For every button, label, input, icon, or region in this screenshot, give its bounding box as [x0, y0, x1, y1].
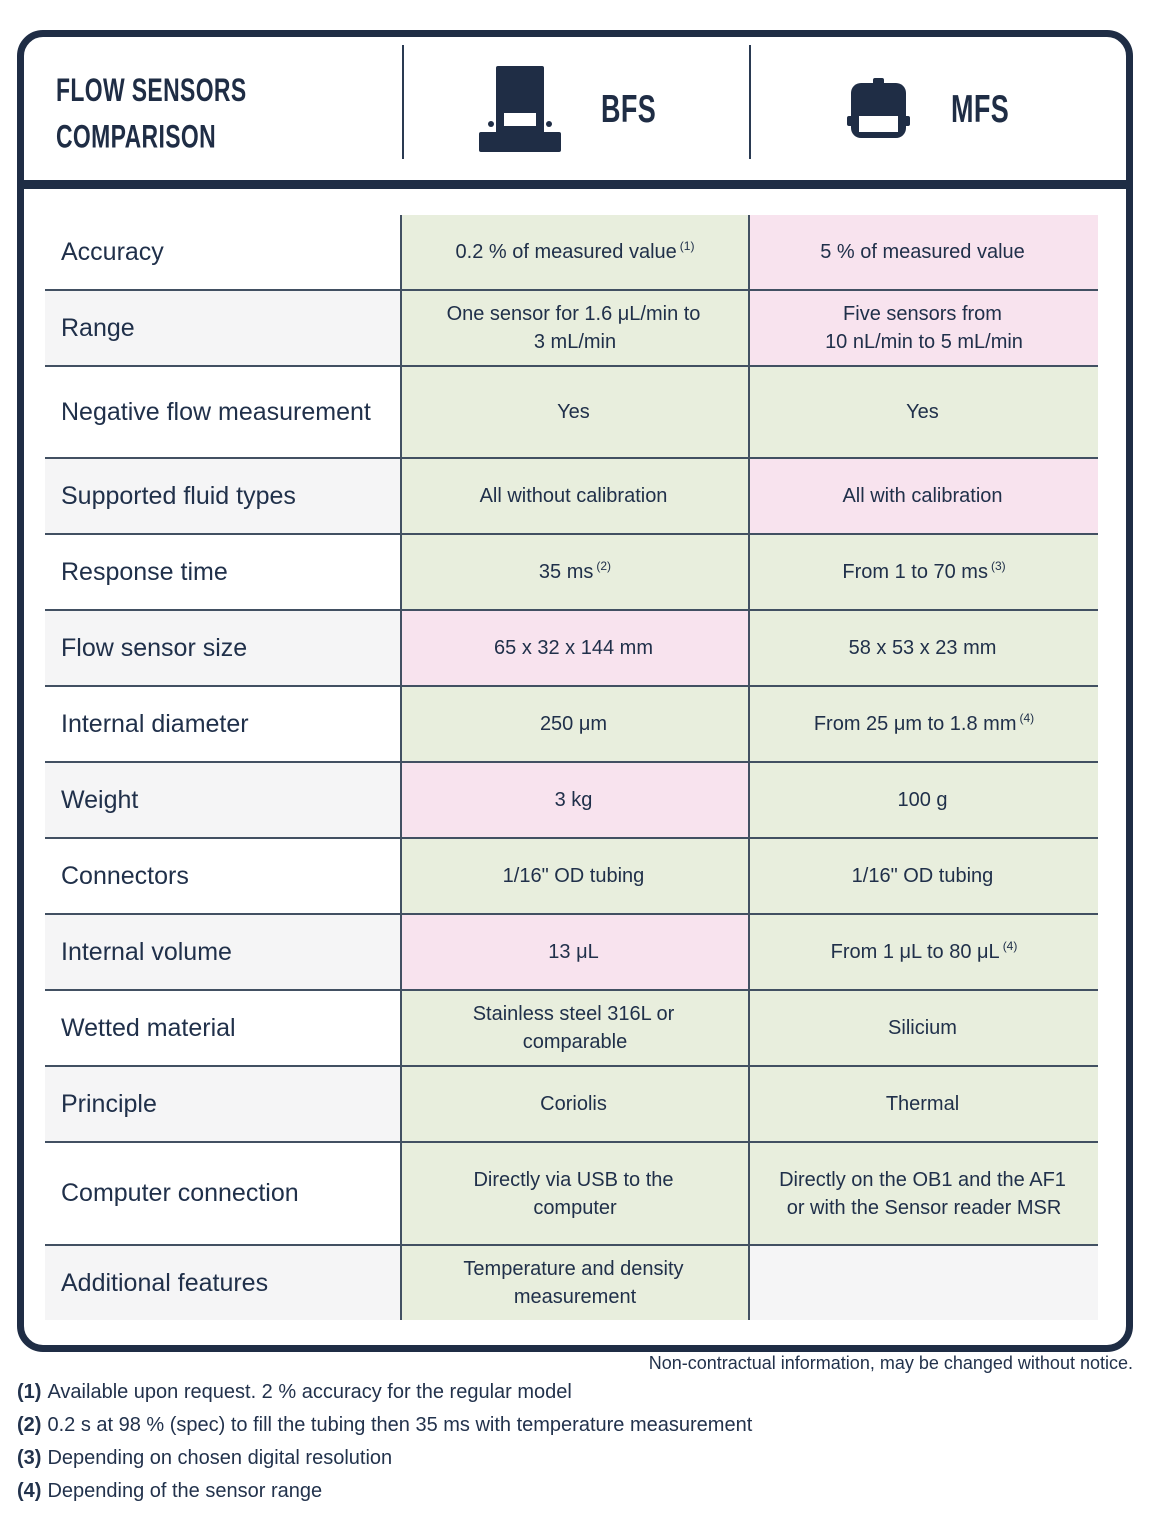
- cell-text: Coriolis: [540, 1093, 607, 1115]
- cell-text: 35 ms: [538, 561, 594, 583]
- table-row-principle: [45, 1067, 1098, 1143]
- row-label: Range: [61, 313, 135, 342]
- bfs-benchtop-flow-sensor-icon: [479, 66, 561, 152]
- row-label: Internal diameter: [61, 709, 249, 738]
- table-row-range: [45, 291, 1098, 367]
- row-label: Additional features: [61, 1268, 269, 1297]
- footnote-number: (2): [17, 1414, 42, 1436]
- cell-text: Directly on the OB1 and the AF1: [779, 1168, 1066, 1191]
- mfs-value-cell: [748, 839, 1098, 913]
- mfs-label: MFS: [951, 85, 1010, 131]
- bfs-value-cell: [400, 215, 748, 289]
- footnote-text: Depending of the sensor range: [47, 1480, 323, 1502]
- header-divider-rule: [24, 180, 1126, 189]
- row-label: Weight: [61, 785, 139, 814]
- cell-text: 3 kg: [554, 789, 593, 811]
- mfs-value-cell: [748, 1143, 1098, 1244]
- bfs-value-cell: [400, 1067, 748, 1141]
- cell-text: All without calibration: [479, 485, 668, 507]
- footnote-ref: (1): [679, 239, 695, 254]
- row-label: Connectors: [61, 861, 189, 890]
- title-zone: [24, 37, 403, 180]
- footnote-ref: (4): [1002, 939, 1018, 954]
- card-header: [24, 37, 1126, 180]
- cell-text: 1/16" OD tubing: [502, 865, 645, 887]
- cell-text: 58 x 53 x 23 mm: [848, 637, 997, 659]
- bfs-value-cell: [400, 367, 748, 457]
- footnote-text: Available upon request. 2 % accuracy for the regular model: [47, 1381, 572, 1403]
- bfs-value-cell: [400, 687, 748, 761]
- mfs-value-cell: [748, 763, 1098, 837]
- footnote-ref: (3): [990, 559, 1006, 574]
- bfs-value-cell: [400, 1143, 748, 1244]
- mfs-value-cell: [748, 991, 1098, 1065]
- cell-text: From 1 to 70 ms: [842, 561, 988, 583]
- footnote-3: [17, 1447, 752, 1469]
- cell-text: 250 μm: [539, 713, 608, 735]
- mfs-value-cell: [748, 1246, 1098, 1320]
- cell-text-line2: computer: [533, 1196, 617, 1219]
- cell-text: Yes: [906, 401, 939, 423]
- row-label: Supported fluid types: [61, 481, 296, 510]
- page-title: [56, 67, 247, 160]
- table-row-wetted-material: [45, 991, 1098, 1067]
- row-label: Computer connection: [61, 1179, 299, 1207]
- bfs-value-cell: [400, 291, 748, 365]
- bfs-header-column: [403, 37, 750, 180]
- table-row-computer-connection: [45, 1143, 1098, 1246]
- cell-text: From 1 μL to 80 μL: [830, 941, 1000, 963]
- table-row-additional-features: [45, 1246, 1098, 1320]
- cell-text: 1/16" OD tubing: [851, 865, 994, 887]
- mfs-value-cell: [748, 291, 1098, 365]
- cell-text: Directly via USB to the: [473, 1168, 674, 1191]
- table-row-sensor-size: [45, 611, 1098, 687]
- table-row-internal-volume: [45, 915, 1098, 991]
- row-label: Wetted material: [61, 1013, 236, 1042]
- row-label: Principle: [61, 1089, 157, 1118]
- mfs-value-cell: [748, 459, 1098, 533]
- non-contractual-notice: Non-contractual information, may be changed without notice.: [648, 1353, 1133, 1373]
- table-row-connectors: [45, 839, 1098, 915]
- row-label: Negative flow measurement: [61, 397, 371, 426]
- cell-text-line2: measurement: [513, 1286, 637, 1308]
- footnote-1: [17, 1381, 752, 1403]
- row-label: Flow sensor size: [61, 633, 248, 662]
- cell-text: 65 x 32 x 144 mm: [494, 637, 653, 659]
- cell-text: Yes: [557, 401, 590, 423]
- cell-text: Temperature and density: [463, 1258, 684, 1280]
- cell-text-line2: 3 mL/min: [533, 331, 617, 353]
- bfs-value-cell: [400, 611, 748, 685]
- bfs-value-cell: [400, 459, 748, 533]
- footnotes: [17, 1381, 752, 1513]
- footnote-number: (4): [17, 1480, 42, 1502]
- bfs-value-cell: [400, 1246, 748, 1320]
- cell-text: 5 % of measured value: [820, 241, 1025, 263]
- cell-text-line2: 10 nL/min to 5 mL/min: [825, 331, 1023, 353]
- mfs-header-column: [750, 37, 1126, 180]
- cell-text: Thermal: [885, 1093, 960, 1115]
- row-label: Accuracy: [61, 237, 164, 266]
- bfs-value-cell: [400, 991, 748, 1065]
- mfs-micro-flow-sensor-icon: [847, 78, 911, 140]
- footnote-2: [17, 1414, 752, 1436]
- footnote-ref: (2): [596, 559, 612, 574]
- footnote-number: (1): [17, 1381, 42, 1403]
- cell-text: All with calibration: [842, 485, 1003, 507]
- page-title-line1: FLOW SENSORS: [56, 71, 247, 109]
- footnote-number: (3): [17, 1447, 42, 1469]
- bfs-label: BFS: [600, 85, 656, 131]
- cell-text: 100 g: [897, 789, 948, 811]
- cell-text: Stainless steel 316L or: [472, 1003, 675, 1025]
- mfs-value-cell: [748, 915, 1098, 989]
- bfs-value-cell: [400, 763, 748, 837]
- comparison-table: [24, 189, 1126, 1320]
- cell-text: Five sensors from: [843, 303, 1002, 325]
- footnote-ref: (4): [1019, 711, 1035, 726]
- mfs-value-cell: [748, 687, 1098, 761]
- cell-text-line2: or with the Sensor reader MSR: [786, 1196, 1062, 1219]
- mfs-value-cell: [748, 535, 1098, 609]
- mfs-value-cell: [748, 367, 1098, 457]
- bfs-value-cell: [400, 839, 748, 913]
- mfs-value-cell: [748, 215, 1098, 289]
- cell-text: One sensor for 1.6 μL/min to: [446, 303, 701, 325]
- table-row-internal-diameter: [45, 687, 1098, 763]
- table-row-response-time: [45, 535, 1098, 611]
- table-row-supported-fluids: [45, 459, 1098, 535]
- cell-text: 0.2 % of measured value: [455, 241, 677, 263]
- table-row-accuracy: [45, 215, 1098, 291]
- mfs-value-cell: [748, 1067, 1098, 1141]
- footnote-text: Depending on chosen digital resolution: [47, 1447, 393, 1469]
- table-row-weight: [45, 763, 1098, 839]
- bfs-value-cell: [400, 535, 748, 609]
- table-row-negative-flow: [45, 367, 1098, 459]
- bfs-value-cell: [400, 915, 748, 989]
- comparison-card: [17, 30, 1133, 1352]
- page-title-line2: COMPARISON: [56, 117, 217, 155]
- cell-text-line2: comparable: [522, 1031, 628, 1053]
- row-label: Response time: [61, 557, 228, 586]
- cell-text: 13 μL: [548, 941, 599, 963]
- footnote-4: [17, 1480, 752, 1502]
- mfs-value-cell: [748, 611, 1098, 685]
- footnote-text: 0.2 s at 98 % (spec) to fill the tubing then 35 ms with temperature measurement: [47, 1414, 753, 1436]
- row-label: Internal volume: [61, 937, 232, 966]
- cell-text: From 25 μm to 1.8 mm: [813, 713, 1017, 735]
- cell-text: Silicium: [888, 1017, 957, 1039]
